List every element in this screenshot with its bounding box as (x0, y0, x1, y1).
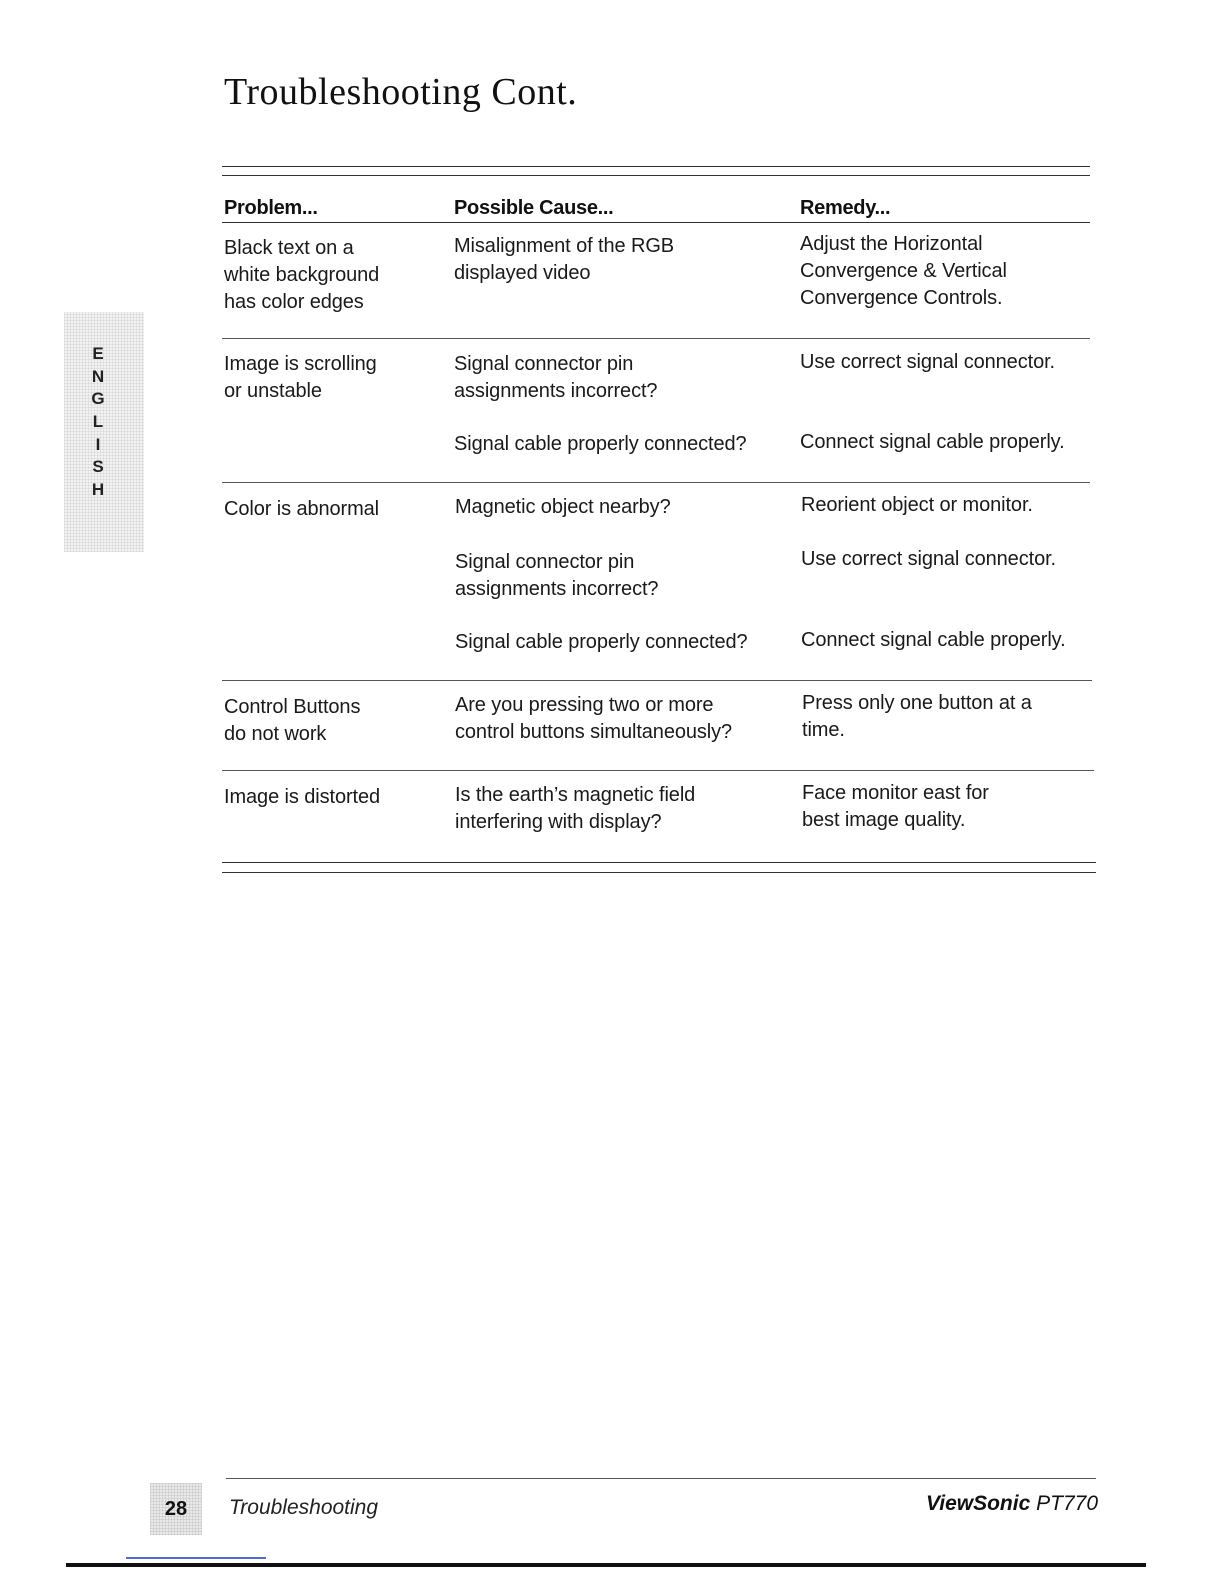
remedy-cell: Press only one button at a time. (802, 692, 1032, 741)
cause-cell: Signal connector pin assignments incorrect? (455, 551, 659, 600)
side-tab-letter: L (92, 412, 104, 431)
cause-cell: Signal cable properly connected? (454, 433, 747, 455)
side-tab-letter: H (91, 480, 105, 499)
footer-brand: ViewSonic (926, 1492, 1031, 1515)
problem-cell: Control Buttons do not work (224, 696, 361, 745)
header-remedy: Remedy... (800, 197, 891, 219)
footer-rule (226, 1478, 1096, 1479)
remedy-cell: Use correct signal connector. (801, 548, 1057, 570)
remedy-cell: Adjust the Horizontal Convergence & Vertical Convergence Controls. (800, 233, 1007, 309)
table-bottom-rule (222, 862, 1096, 863)
footer-product (926, 1492, 1098, 1516)
row-divider (222, 482, 1090, 483)
problem-cell: Color is abnormal (224, 498, 380, 520)
cause-cell: Are you pressing two or more control buttons simultaneously? (455, 694, 733, 743)
header-rule (222, 222, 1090, 223)
table-bottom-rule (222, 872, 1096, 873)
page-title: Troubleshooting Cont. (224, 71, 578, 113)
footer-model: PT770 (1036, 1492, 1098, 1515)
problem-cell: Black text on a white background has color edges (224, 237, 380, 313)
cause-cell: Magnetic object nearby? (455, 496, 671, 518)
side-tab-letter: G (91, 389, 105, 408)
remedy-cell: Use correct signal connector. (800, 351, 1056, 373)
remedy-cell: Reorient object or monitor. (801, 494, 1033, 516)
side-tab-letter: S (92, 457, 104, 476)
scan-edge-accent (126, 1557, 266, 1559)
header-cause: Possible Cause... (454, 197, 614, 219)
remedy-cell: Connect signal cable properly. (800, 431, 1065, 453)
scan-edge-bar (66, 1563, 1146, 1567)
remedy-cell: Face monitor east for best image quality. (802, 782, 989, 831)
problem-cell: Image is scrolling or unstable (224, 353, 377, 402)
side-tab-letter: I (95, 435, 101, 454)
cause-cell: Signal cable properly connected? (455, 631, 748, 653)
header-problem: Problem... (224, 197, 318, 219)
row-divider (222, 338, 1090, 339)
problem-cell: Image is distorted (224, 786, 381, 808)
table-top-rule (222, 166, 1090, 167)
row-divider (222, 680, 1092, 681)
side-tab-letter: N (91, 367, 105, 386)
remedy-cell: Connect signal cable properly. (801, 629, 1066, 651)
cause-cell: Misalignment of the RGB displayed video (454, 235, 675, 284)
row-divider (222, 770, 1094, 771)
page-number: 28 (150, 1483, 202, 1535)
cause-cell: Signal connector pin assignments incorrect? (454, 353, 658, 402)
cause-cell: Is the earth’s magnetic field interfering with display? (455, 784, 696, 833)
footer-section: Troubleshooting (229, 1496, 379, 1519)
side-tab-letter: E (92, 344, 104, 363)
table-top-rule (222, 175, 1090, 176)
